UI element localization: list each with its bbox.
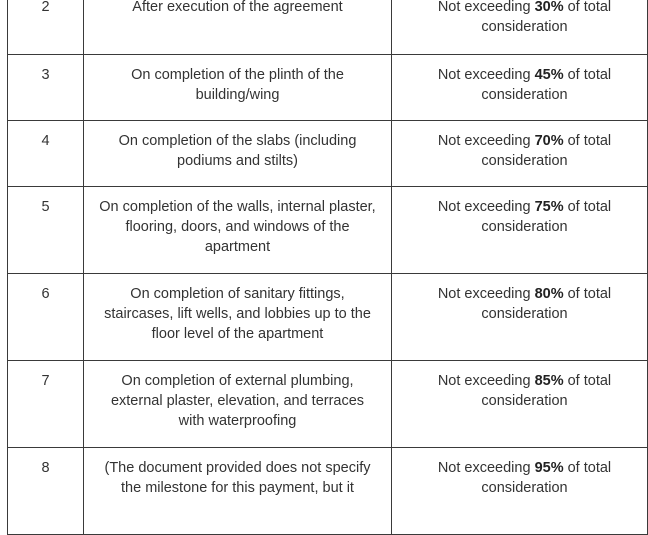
pct-prefix: Not exceeding	[437, 373, 535, 389]
table-row	[8, 121, 648, 187]
pct-value: 70%	[534, 133, 564, 149]
pct-suffix: of total consideration	[481, 67, 612, 103]
pct-value: 85%	[534, 373, 564, 389]
percentage-cell	[392, 274, 648, 361]
pct-suffix: of total consideration	[481, 0, 612, 35]
percentage-cell	[392, 361, 648, 448]
percentage-cell	[392, 187, 648, 274]
pct-suffix: of total consideration	[481, 460, 612, 496]
pct-prefix: Not exceeding	[437, 460, 535, 476]
table-row	[8, 361, 648, 448]
pct-prefix: Not exceeding	[437, 133, 535, 149]
pct-suffix: of total consideration	[481, 373, 612, 409]
pct-value: 45%	[534, 67, 564, 83]
stage-description: On completion of the plinth of the building/wing	[84, 55, 392, 121]
row-number: 4	[8, 121, 84, 187]
stage-description: After execution of the agreement	[84, 0, 392, 55]
schedule-table	[7, 0, 648, 535]
pct-value: 30%	[534, 0, 564, 15]
pct-prefix: Not exceeding	[437, 286, 535, 302]
table-row	[8, 274, 648, 361]
row-number: 5	[8, 187, 84, 274]
pct-value: 80%	[534, 286, 564, 302]
row-number: 7	[8, 361, 84, 448]
pct-suffix: of total consideration	[481, 199, 612, 235]
pct-value: 95%	[534, 460, 564, 476]
row-number: 3	[8, 55, 84, 121]
row-number: 6	[8, 274, 84, 361]
row-number: 8	[8, 448, 84, 535]
table-row	[8, 187, 648, 274]
percentage-cell	[392, 0, 648, 55]
stage-description: (The document provided does not specify the milestone for this payment, but it	[84, 448, 392, 535]
pct-suffix: of total consideration	[481, 286, 612, 322]
pct-prefix: Not exceeding	[437, 199, 535, 215]
table-row	[8, 448, 648, 535]
stage-description: On completion of the slabs (including podiums and stilts)	[84, 121, 392, 187]
stage-description: On completion of sanitary fittings, staircases, lift wells, and lobbies up to the floor level of the apartment	[84, 274, 392, 361]
percentage-cell	[392, 121, 648, 187]
stage-description: On completion of the walls, internal plaster, flooring, doors, and windows of the apartment	[84, 187, 392, 274]
row-number: 2	[8, 0, 84, 55]
table-row	[8, 0, 648, 55]
percentage-cell	[392, 55, 648, 121]
pct-prefix: Not exceeding	[437, 67, 535, 83]
pct-suffix: of total consideration	[481, 133, 612, 169]
pct-value: 75%	[534, 199, 564, 215]
percentage-cell	[392, 448, 648, 535]
stage-description: On completion of external plumbing, external plaster, elevation, and terraces with waterproofing	[84, 361, 392, 448]
table-row	[8, 55, 648, 121]
pct-prefix: Not exceeding	[437, 0, 535, 15]
